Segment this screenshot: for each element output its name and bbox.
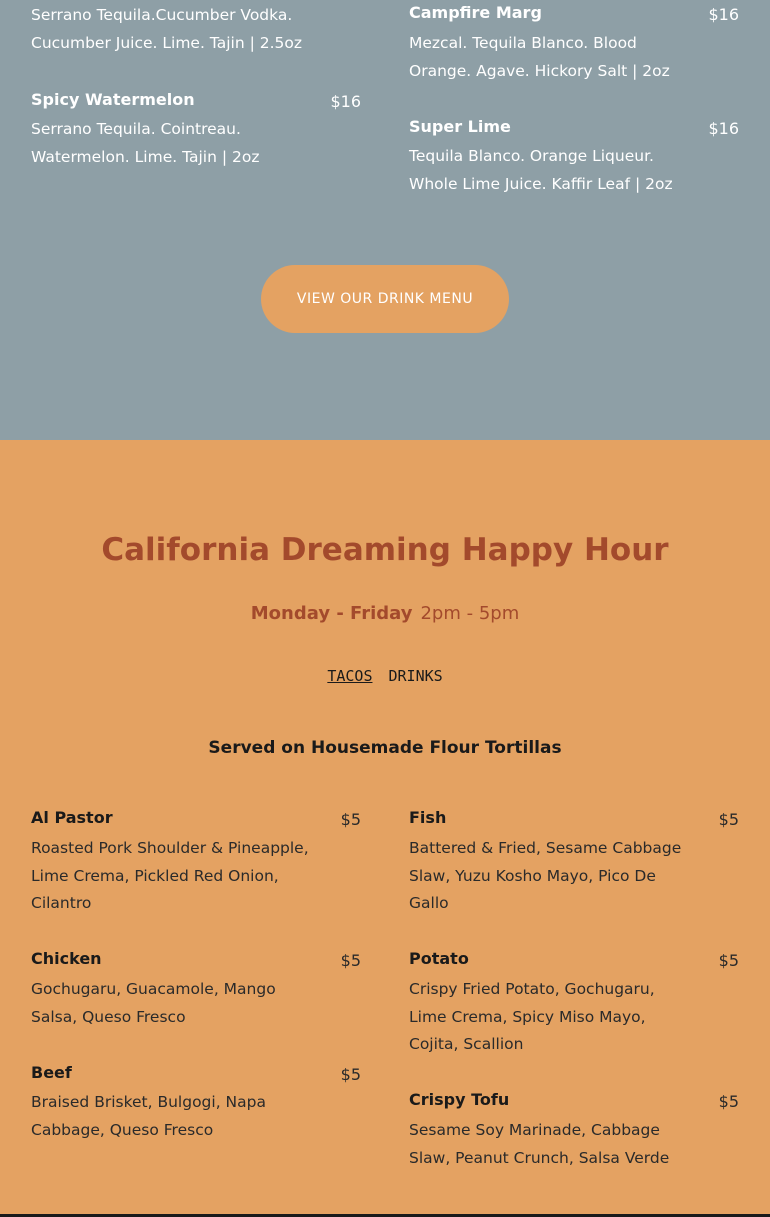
taco-desc: Battered & Fried, Sesame Cabbage Slaw, Yuzu Kosho Mayo, Pico De Gallo bbox=[409, 839, 682, 912]
taco-price: $5 bbox=[340, 810, 361, 829]
taco-price: $5 bbox=[718, 810, 739, 829]
cocktail-name: Campfire Marg bbox=[409, 3, 542, 22]
happy-hour-section bbox=[0, 440, 770, 1215]
cocktails-section bbox=[0, 0, 770, 440]
taco-name: Chicken bbox=[31, 949, 102, 968]
menu-subheading: Served on Housemade Flour Tortillas bbox=[208, 738, 562, 758]
cocktail-name: Spicy Watermelon bbox=[31, 90, 195, 109]
cocktail-price: $16 bbox=[330, 92, 361, 111]
taco-name: Fish bbox=[409, 808, 447, 827]
menu-tabs bbox=[0, 666, 770, 686]
taco-price: $5 bbox=[340, 1065, 361, 1084]
taco-desc: Gochugaru, Guacamole, Mango Salsa, Queso Fresco bbox=[31, 980, 276, 1026]
tab-tacos[interactable]: TACOS bbox=[327, 667, 373, 685]
taco-price: $5 bbox=[718, 1092, 739, 1111]
cocktail-desc: Mezcal. Tequila Blanco. Blood Orange. Agave. Hickory Salt | 2oz bbox=[409, 34, 670, 80]
happy-hour-hours: 2pm - 5pm bbox=[420, 603, 520, 624]
cocktail-price: $16 bbox=[708, 119, 739, 138]
view-drink-menu-button[interactable]: VIEW OUR DRINK MENU bbox=[261, 265, 509, 333]
taco-desc: Crispy Fried Potato, Gochugaru, Lime Crema, Spicy Miso Mayo, Cojita, Scallion bbox=[409, 980, 655, 1053]
taco-name: Crispy Tofu bbox=[409, 1090, 510, 1109]
taco-price: $5 bbox=[718, 951, 739, 970]
cocktail-desc: Serrano Tequila.Cucumber Vodka. Cucumber Juice. Lime. Tajin | 2.5oz bbox=[31, 6, 302, 52]
taco-price: $5 bbox=[340, 951, 361, 970]
happy-hour-days: Monday - Friday bbox=[250, 603, 413, 624]
happy-hour-title: California Dreaming Happy Hour bbox=[101, 532, 669, 568]
taco-desc: Sesame Soy Marinade, Cabbage Slaw, Peanut Crunch, Salsa Verde bbox=[409, 1121, 670, 1167]
cocktail-desc: Serrano Tequila. Cointreau. Watermelon. Lime. Tajin | 2oz bbox=[31, 120, 260, 166]
cocktail-price: $16 bbox=[708, 5, 739, 24]
cocktail-name: Super Lime bbox=[409, 117, 511, 136]
taco-name: Potato bbox=[409, 949, 469, 968]
taco-desc: Roasted Pork Shoulder & Pineapple, Lime Crema, Pickled Red Onion, Cilantro bbox=[31, 839, 309, 912]
happy-hour-schedule bbox=[0, 602, 770, 626]
taco-name: Al Pastor bbox=[31, 808, 113, 827]
cocktail-desc: Tequila Blanco. Orange Liqueur. Whole Lime Juice. Kaffir Leaf | 2oz bbox=[409, 147, 673, 193]
taco-desc: Braised Brisket, Bulgogi, Napa Cabbage, Queso Fresco bbox=[31, 1093, 266, 1139]
tab-drinks[interactable]: DRINKS bbox=[388, 667, 443, 685]
taco-name: Beef bbox=[31, 1063, 72, 1082]
